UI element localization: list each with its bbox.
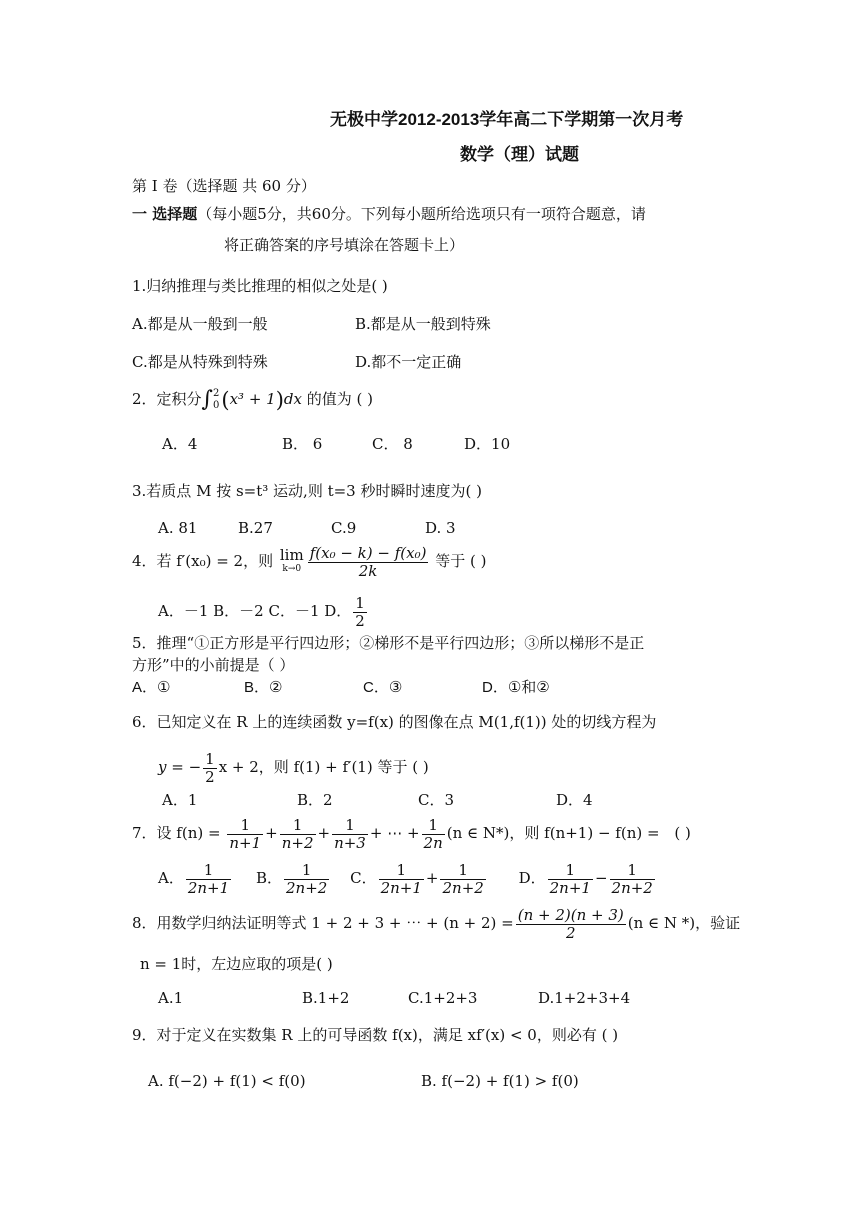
q9-option-b: B. f(−2) + f(1) > f(0) [421, 1072, 579, 1090]
subject-title: 数学（理）试题 [460, 145, 579, 164]
integrand: x³ + 1 [229, 390, 276, 408]
section-instruction [132, 204, 646, 224]
q6-slope-fraction: $\frac{1}{2}$ [205, 749, 215, 786]
q4-stem [132, 542, 486, 580]
q2-option-c: C． 8 [372, 435, 413, 453]
q4-pre: 4．若 f′(x₀) = 2，则 [132, 552, 278, 570]
q2-option-a: A．4 [162, 435, 198, 453]
q4-option-d-fraction: $\frac{1}{2}$ [355, 593, 365, 630]
q2-stem: 2．定积分∫ 2 0 (x³ + 1)dx 的值为 ( ) [132, 387, 373, 412]
q8-option-c: C.1+2+3 [408, 989, 478, 1007]
q5-option-d: D．①和② [482, 679, 550, 696]
volume-label: 第 I 卷（选择题 共 60 分） [132, 177, 316, 195]
q6-option-b: B．2 [297, 791, 333, 809]
q9-stem: 9．对于定义在实数集 R 上的可导函数 f(x)，满足 xf′(x) < 0，则必有 ( ) [132, 1026, 619, 1044]
q5-stem-2: 方形”中的小前提是（ ） [132, 656, 295, 674]
q1-option-c: C.都是从特殊到特殊 [132, 353, 268, 371]
q2-option-d: D．10 [464, 435, 511, 453]
q1-stem: 1.归纳推理与类比推理的相似之处是( ) [132, 277, 388, 295]
q8-option-b: B.1+2 [302, 989, 350, 1007]
q1-option-a: A.都是从一般到一般 [132, 315, 268, 333]
q6-option-a: A．1 [162, 791, 198, 809]
instruction-line-1: （每小题5分，共60分。下列每小题所给选项只有一项符合题意，请 [197, 205, 646, 223]
q8-option-d: D.1+2+3+4 [538, 989, 631, 1007]
q8-option-a: A.1 [158, 989, 184, 1007]
q6-stem-1: 6．已知定义在 R 上的连续函数 y=f(x) 的图像在点 M(1,f(1)) 处的切线方程为 [132, 713, 657, 731]
q4-options: A．－1 B．－2 C．－1 D． $\frac{1}{2}$ [158, 593, 365, 630]
school-title: 无极中学2012-2013学年高二下学期第一次月考 [330, 110, 684, 129]
integral-upper: 2 [213, 388, 220, 399]
q3-stem: 3.若质点 M 按 s=t³ 运动,则 t=3 秒时瞬时速度为( ) [132, 482, 482, 500]
instruction-line-2: 将正确答案的序号填涂在答题卡上） [224, 236, 465, 254]
limit-operator: lim k→0 [279, 546, 304, 574]
q8-fraction: $\frac{(n + 2)(n + 3)}{2}$ [517, 905, 624, 942]
q4-post: 等于 ( ) [430, 552, 487, 570]
q2-pre: 2．定积分 [132, 390, 202, 408]
integral-lower: 0 [213, 400, 220, 411]
section-heading: 一 选择题 [132, 205, 198, 223]
q9-option-a: A. f(−2) + f(1) < f(0) [148, 1072, 306, 1090]
q7-stem: 7．设 f(n) = $\frac{1}{n+1}$ + $\frac{1}{n+2}$ + $\frac{1}{n+3}$ + ⋯ + $\frac{1}{2n}$ (n ∈ N*)，则 f(n+1) − f(n) = ( ) [132, 815, 691, 852]
q3-option-b: B.27 [238, 519, 273, 537]
integral-limits [213, 388, 219, 412]
q5-stem-1: 5．推理“①正方形是平行四边形；②梯形不是平行四边形；③所以梯形不是正 [132, 634, 645, 652]
q6-option-d: D．4 [556, 791, 593, 809]
q5-option-b: B．② [244, 679, 283, 696]
q6-option-c: C．3 [418, 791, 455, 809]
dx: dx [283, 390, 302, 408]
q8-stem-1: 8．用数学归纳法证明等式 1 + 2 + 3 + ⋯ + (n + 2) = $\frac{(n + 2)(n + 3)}{2}$ (n ∈ N *)，验证 [132, 905, 741, 942]
q3-option-a: A. 81 [158, 519, 198, 537]
q8-stem-2: n = 1时，左边应取的项是( ) [140, 955, 333, 973]
integral-sign: ∫ [201, 387, 214, 412]
q1-option-d: D.都不一定正确 [355, 353, 462, 371]
q5-option-a: A．① [132, 679, 171, 696]
q2-post: 的值为 ( ) [301, 390, 373, 408]
q1-option-b: B.都是从一般到特殊 [355, 315, 491, 333]
q5-option-c: C．③ [363, 679, 403, 696]
q3-option-c: C.9 [331, 519, 357, 537]
q4-fraction: $\frac{\text{f(x₀ − k) − f(x₀)}}{2k}$ [309, 543, 427, 580]
q3-option-d: D. 3 [425, 519, 456, 537]
q2-option-b: B． 6 [282, 435, 323, 453]
q7-options: A． $\frac{1}{2n+1}$ B． $\frac{1}{2n+2}$ C． $\frac{1}{2n+1}$ + $\frac{1}{2n+2}$ D． $\frac{1}{2n+1}$ − $\frac{1}{2n+2}$ [158, 860, 653, 897]
q6-stem-2: y = − $\frac{1}{2}$ x + 2，则 f(1) + f′(1) 等于 ( ) [158, 749, 429, 786]
